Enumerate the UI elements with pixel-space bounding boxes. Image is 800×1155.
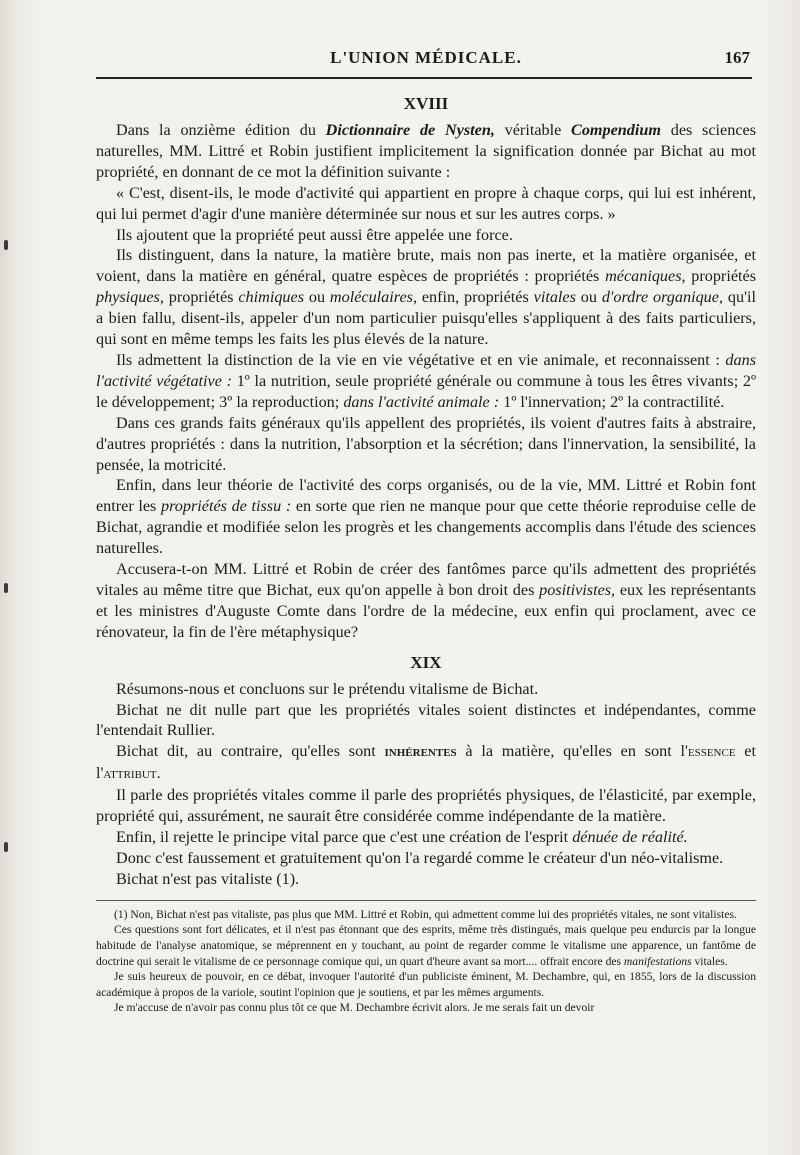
section-number-xviii: XVIII: [403, 94, 449, 113]
article-body: [96, 90, 756, 1016]
paragraph: Ils ajoutent que la propriété peut aussi être appelée une force.: [116, 225, 513, 244]
running-title: L'UNION MÉDICALE.: [330, 48, 522, 67]
binding-mark: [4, 583, 8, 593]
paragraph: Ils admettent la distinction de la vie en vie végétative et en vie animale, et reconnaissent : dans l'activité végétative : 1º la nutrition, seule propriété générale ou commune à tous les êtres vivants; 2º le développement; 3º la reproduction; dans l'activité animale : 1º l'innervation; 2º la contractilité.: [96, 350, 757, 411]
page-number: 167: [724, 48, 750, 67]
paragraph: Il parle des propriétés vitales comme il parle des propriétés physiques, de l'élasticité, par exemple, propriété qui, assurément, ne saurait être considérée comme indépendante de la matière.: [96, 786, 756, 826]
paragraph: Dans ces grands faits généraux qu'ils appellent des propriétés, ils voient d'autres faits à abstraire, d'autres propriétés : dans la nutrition, l'absorption et la sécrétion; dans l'innervation, la sensibilité, la pensée, la motricité.: [96, 413, 756, 474]
footnote: (1) Non, Bichat n'est pas vitaliste, pas plus que MM. Littré et Robin, qui admettent comme lui des propriétés vitales, ne sont vitalistes.: [114, 907, 737, 921]
paragraph: Bichat dit, au contraire, qu'elles sont inhérentes à la matière, qu'elles en sont l'essence et l'attribut.: [96, 742, 756, 783]
page-header: [96, 46, 756, 74]
paragraph: Accusera-t-on MM. Littré et Robin de créer des fantômes parce qu'ils admettent des propriétés vitales au même titre que Bichat, eux qu'on appelle à bon droit des positivistes, eux les représentants et les ministres d'Auguste Comte dans l'ordre de la médecine, eux enfin qui proclament, avec ce rénovateur, la fin de l'ère métaphysique?: [96, 560, 756, 641]
paragraph: Enfin, il rejette le principe vital parce que c'est une création de l'esprit dénuée de réalité.: [116, 828, 688, 846]
paragraph: Donc c'est faussement et gratuitement qu'on l'a regardé comme le créateur d'un néo-vitalisme.: [116, 848, 724, 867]
footnote: Je suis heureux de pouvoir, en ce débat, invoquer l'autorité d'un publiciste éminent, M. Dechambre, qui, en 1855, lors de la discussion académique à propos de la variole, soutint l'opinion que je soutiens, et par les mêmes arguments.: [96, 970, 756, 999]
binding-mark: [4, 842, 8, 852]
footnote: Je m'accuse de n'avoir pas connu plus tôt ce que M. Dechambre écrivit alors. Je me serais fait un devoir: [114, 1001, 595, 1015]
footnote: Ces questions sont fort délicates, et il n'est pas étonnant que des esprits, même très distingués, mais quelque peu endurcis par la longue habitude de l'analyse anatomique, se méprennent en y touchant, au point de regarder comme le vitalisme une apparence, un fantôme de doctrine qui serait le vitalisme de ce personnage comique qui, un quart d'heure avant sa mort.... offrait encore des manifestations vitales.: [96, 923, 756, 968]
paragraph: Dans la onzième édition du Dictionnaire de Nysten, véritable Compendium des sciences naturelles, MM. Littré et Robin justifient implicitement la signification donnée par Bichat au mot propriété, en donnant de ce mot la définition suivante :: [96, 121, 756, 181]
paragraph-quote: « C'est, disent-ils, le mode d'activité qui appartient en propre à chaque corps, qui lui est inhérent, qui lui permet d'agir d'une manière déterminée sur nous et sur les autres corps. »: [96, 183, 756, 223]
footnote-rule: [96, 900, 756, 901]
binding-mark: [4, 240, 8, 250]
header-rule: [96, 77, 752, 79]
paragraph: Bichat ne dit nulle part que les propriétés vitales soient distinctes et indépendantes, comme l'entendait Rullier.: [96, 700, 756, 740]
paragraph: Bichat n'est pas vitaliste (1).: [116, 869, 300, 888]
paragraph: Résumons-nous et concluons sur le prétendu vitalisme de Bichat.: [116, 679, 539, 698]
paragraph: Enfin, dans leur théorie de l'activité des corps organisés, ou de la vie, MM. Littré et Robin font entrer les propriétés de tissu : en sorte que rien ne manque pour que cette théorie reproduise celle de Bichat, agrandie et modifiée selon les progrès et les changements accomplis dans l'étude des sciences naturelles.: [96, 476, 756, 558]
section-number-xix: XIX: [410, 652, 442, 672]
paragraph: Ils distinguent, dans la nature, la matière brute, mais non pas inerte, et la matière organisée, et voient, dans la matière en général, quatre espèces de propriétés : propriétés mécaniques, propriétés physiques, propriétés chimiques ou moléculaires, enfin, propriétés vitales ou d'ordre organique, qu'il a bien fallu, disent-ils, appeler d'un nom particulier puisqu'elles s'appliquent à des faits particuliers, qui sont en même temps les faits les plus élevés de la nature.: [96, 246, 756, 349]
